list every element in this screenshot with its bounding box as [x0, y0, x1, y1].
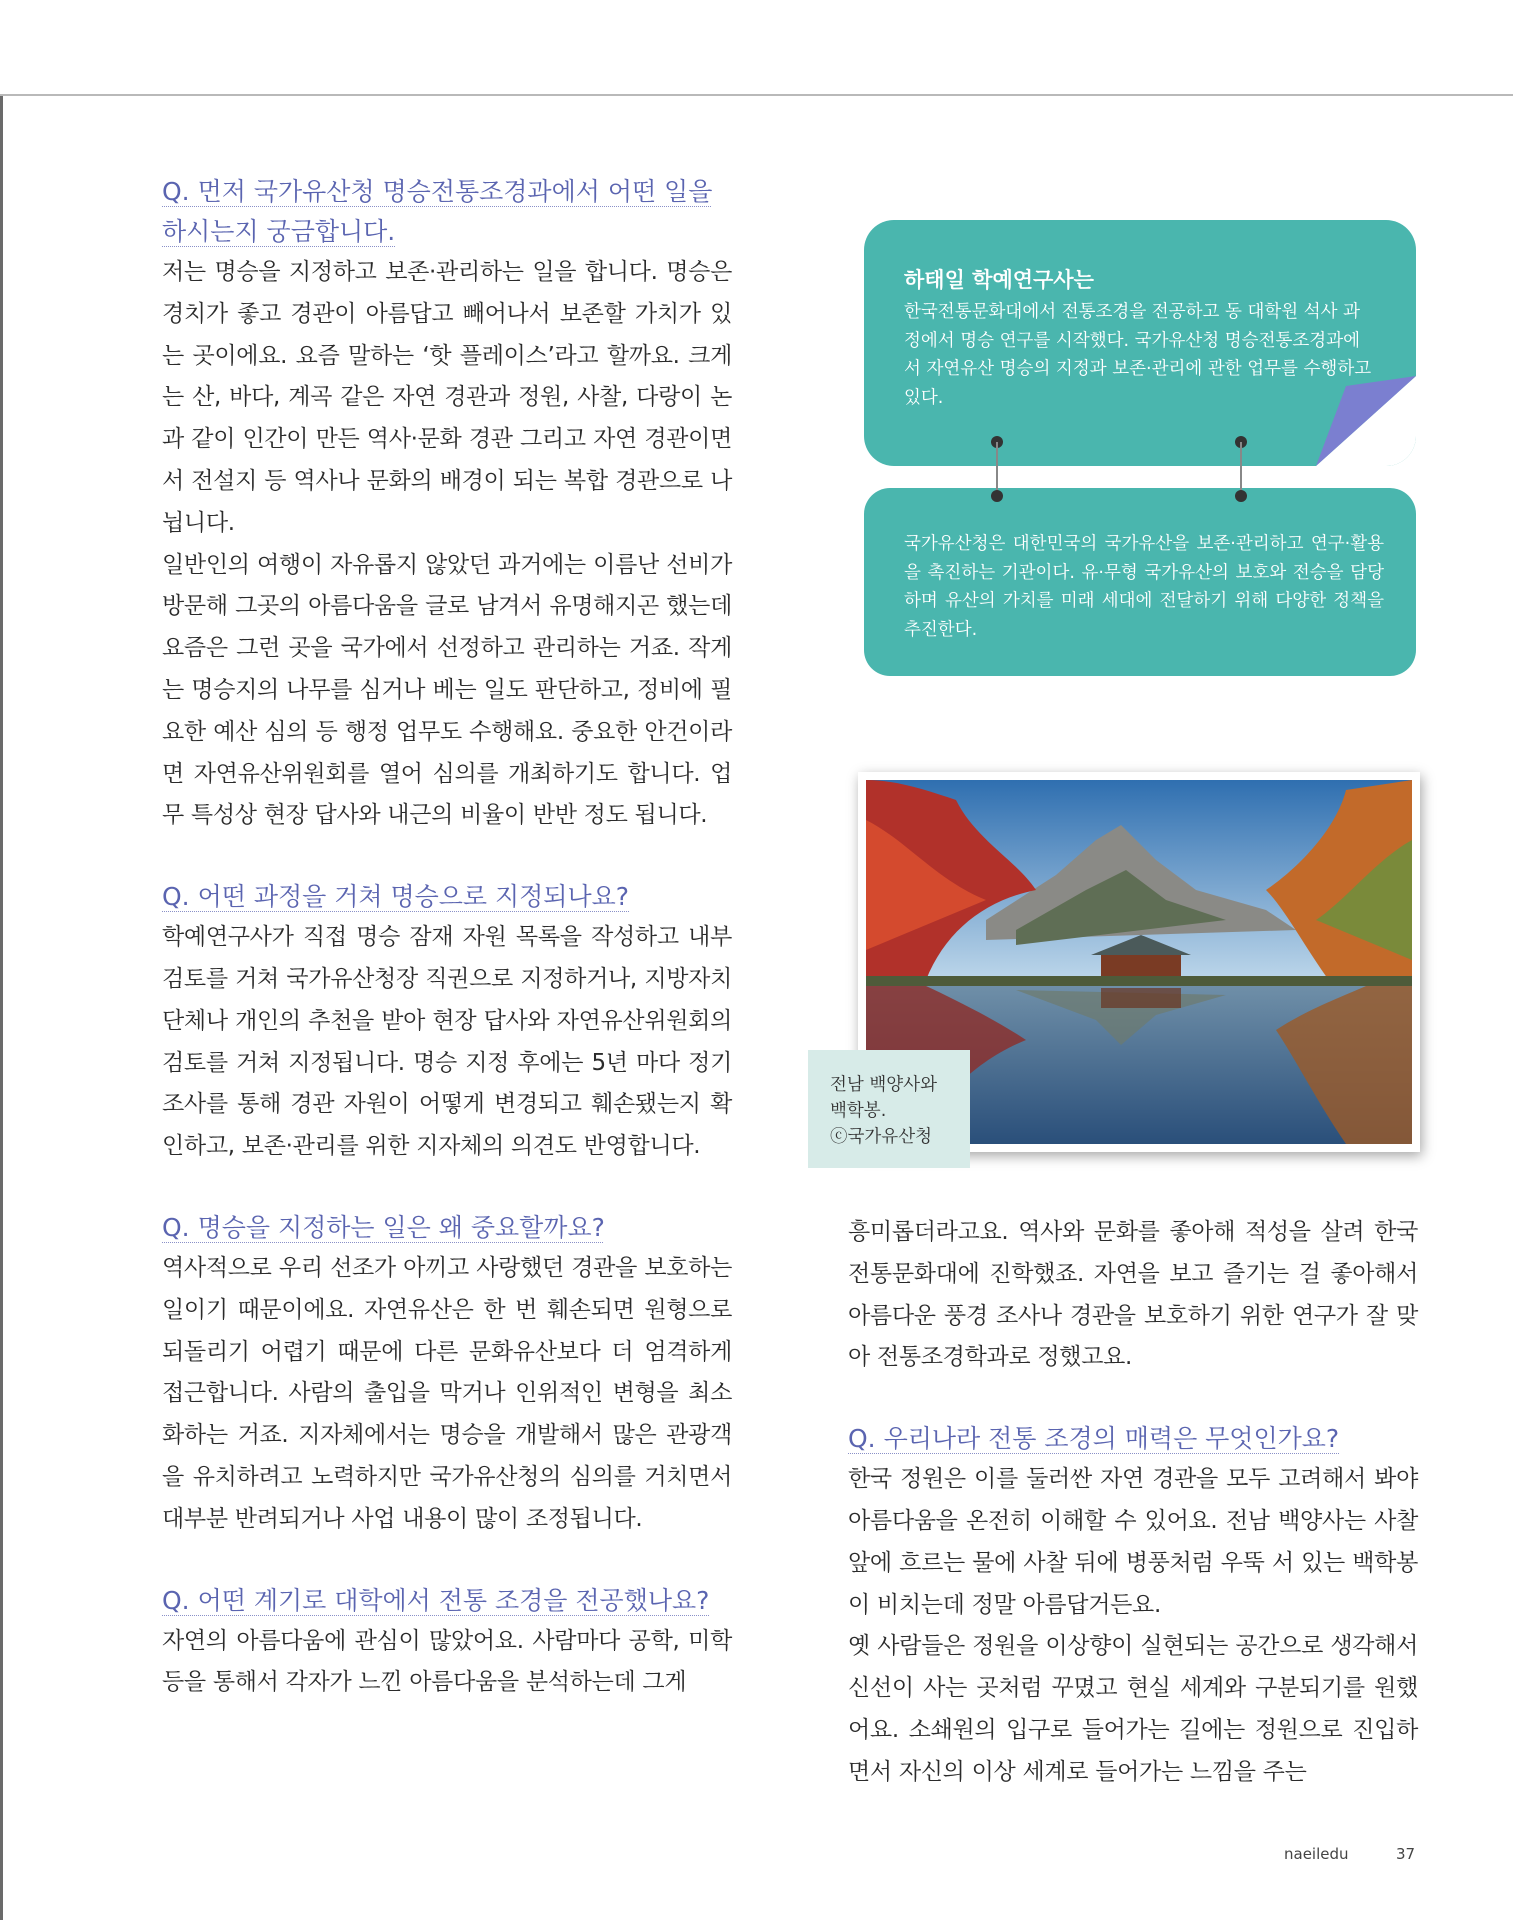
binder-ring-icon [1235, 436, 1247, 502]
page-fold-icon [1316, 376, 1416, 466]
question-heading: Q. 명승을 지정하는 일은 왜 중요할까요? [162, 1212, 605, 1242]
question-heading: Q. 먼저 국가유산청 명승전통조경과에서 어떤 일을 하시는지 궁금합니다. [162, 177, 713, 246]
info-body: 국가유산청은 대한민국의 국가유산을 보존·관리하고 연구·활용을 촉진하는 기관이다. 유·무형 국가유산의 보호와 전승을 담당하며 유산의 가치를 미래 세대에 전달하기 위해 다양한 정책을 추진한다. [904, 534, 1384, 640]
photo-caption-box [808, 1050, 970, 1168]
question-heading: Q. 어떤 과정을 거쳐 명승으로 지정되나요? [162, 882, 630, 912]
binder-ring-icon [991, 436, 1003, 502]
caption-line: 전남 백양사와 [830, 1075, 937, 1095]
info-card [864, 488, 1416, 676]
page-edge [0, 96, 3, 1920]
bio-title: 하태일 학예연구사는 [904, 268, 1094, 292]
page-number: 37 [1396, 1845, 1416, 1863]
answer-paragraph: 옛 사람들은 정원을 이상향이 실현되는 공간으로 생각해서 신선이 사는 곳처럼 꾸몄고 현실 세계와 구분되기를 원했어요. 소쇄원의 입구로 들어가는 길에는 정원으로 진입하면서 자신의 이상 세계로 들어가는 느낌을 주는 [848, 1633, 1418, 1785]
photo-caption [830, 1072, 937, 1150]
bio-card [864, 220, 1416, 466]
header-rule [0, 94, 1513, 96]
answer-paragraph: 학예연구사가 직접 명승 잠재 자원 목록을 작성하고 내부 검토를 거쳐 국가유산청장 직권으로 지정하거나, 지방자치단체나 개인의 추천을 받아 현장 답사와 자연유산위원회의 검토를 거쳐 지정됩니다. 명승 지정 후에는 5년 마다 정기 조사를 통해 경관 자원이 어떻게 변경되고 훼손됐는지 확인하고, 보존·관리를 위한 지자체의 의견도 반영합니다. [162, 924, 732, 1160]
answer-paragraph: 저는 명승을 지정하고 보존·관리하는 일을 합니다. 명승은 경치가 좋고 경관이 아름답고 빼어나서 보존할 가치가 있는 곳이에요. 요즘 말하는 ‘핫 플레이스’라고 할까요. 크게는 산, 바다, 계곡 같은 자연 경관과 정원, 사찰, 다랑이 논과 같이 인간이 만든 역사·문화 경관 그리고 자연 경관이면서 전설지 등 역사나 문화의 배경이 되는 복합 경관으로 나뉩니다. [162, 259, 732, 536]
answer-paragraph: 흥미롭더라고요. 역사와 문화를 좋아해 적성을 살려 한국전통문화대에 진학했죠. 자연을 보고 즐기는 걸 좋아해서 아름다운 풍경 조사나 경관을 보호하기 위한 연구가 잘 맞아 전통조경학과로 정했고요. [848, 1219, 1418, 1371]
left-column [162, 172, 732, 1704]
answer-paragraph: 역사적으로 우리 선조가 아끼고 사랑했던 경관을 보호하는 일이기 때문이에요. 자연유산은 한 번 훼손되면 원형으로 되돌리기 어렵기 때문에 다른 문화유산보다 더 엄격하게 접근합니다. 사람의 출입을 막거나 인위적인 변형을 최소화하는 거죠. 지자체에서는 명승을 개발해서 많은 관광객을 유치하려고 노력하지만 국가유산청의 심의를 거치면서 대부분 반려되거나 사업 내용이 많이 조정됩니다. [162, 1254, 732, 1532]
answer-paragraph: 일반인의 여행이 자유롭지 않았던 과거에는 이름난 선비가 방문해 그곳의 아름다움을 글로 남겨서 유명해지곤 했는데 요즘은 그런 곳을 국가에서 선정하고 관리하는 거죠. 작게는 명승지의 나무를 심거나 베는 일도 판단하고, 정비에 필요한 예산 심의 등 행정 업무도 수행해요. 중요한 안건이라면 자연유산위원회를 열어 심의를 개최하기도 합니다. 업무 특성상 현장 답사와 내근의 비율이 반반 정도 됩니다. [162, 551, 732, 829]
caption-line: 백학봉. [830, 1101, 887, 1121]
question-heading: Q. 어떤 계기로 대학에서 전통 조경을 전공했나요? [162, 1585, 710, 1615]
right-column [848, 1212, 1418, 1794]
answer-paragraph: 한국 정원은 이를 둘러싼 자연 경관을 모두 고려해서 봐야 아름다움을 온전히 이해할 수 있어요. 전남 백양사는 사찰 앞에 흐르는 물에 사찰 뒤에 병풍처럼 우뚝 서 있는 백학봉이 비치는데 정말 아름답거든요. [848, 1466, 1418, 1618]
bio-body: 한국전통문화대에서 전통조경을 전공하고 동 대학원 석사 과정에서 명승 연구를 시작했다. 국가유산청 명승전통조경과에서 자연유산 명승의 지정과 보존·관리에 관한 업무를 수행하고 있다. [904, 302, 1372, 408]
caption-credit: ⓒ국가유산청 [830, 1127, 933, 1147]
answer-paragraph: 자연의 아름다움에 관심이 많았어요. 사람마다 공학, 미학 등을 통해서 각자가 느낀 아름다움을 분석하는데 그게 [162, 1627, 732, 1696]
footer-brand: naeiledu [1284, 1845, 1349, 1863]
question-heading: Q. 우리나라 전통 조경의 매력은 무엇인가요? [848, 1424, 1340, 1454]
